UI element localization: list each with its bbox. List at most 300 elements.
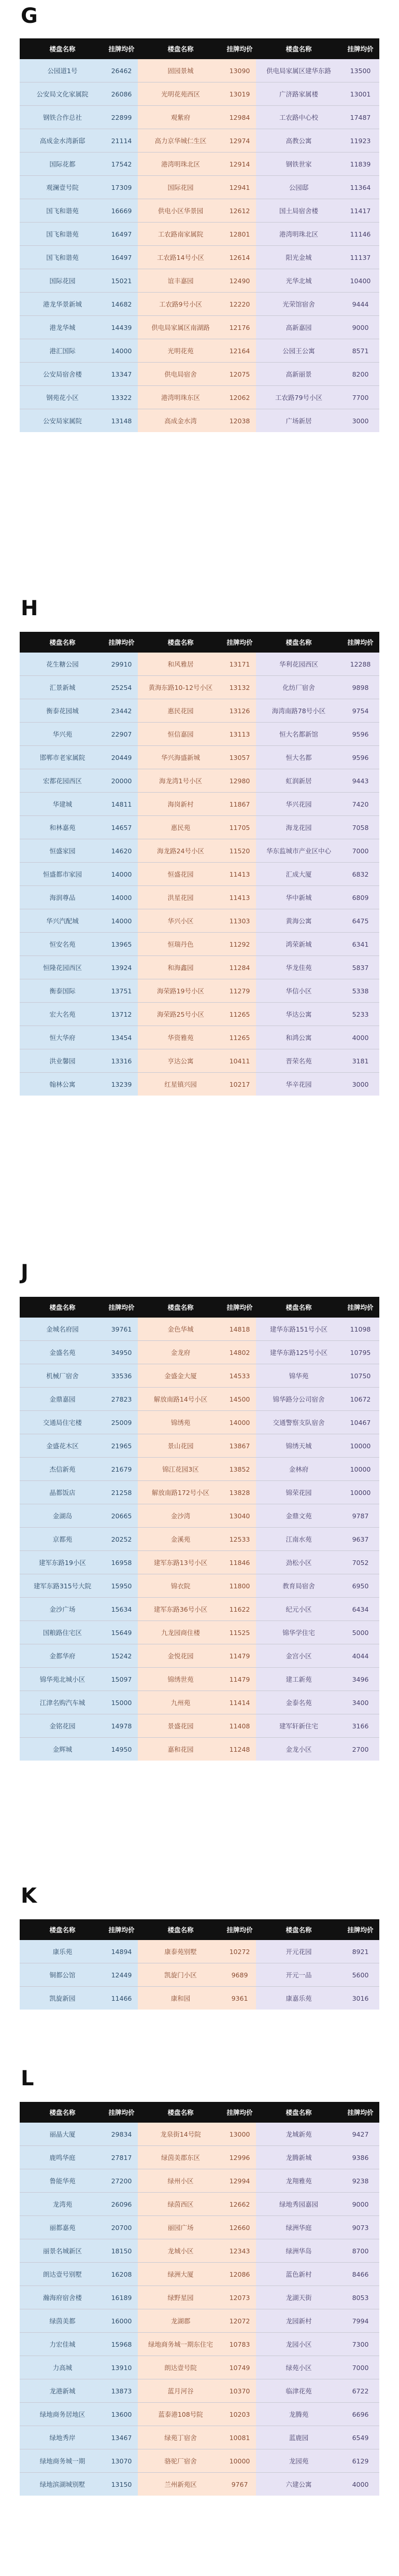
avg-price-cell: 5837 [341,956,379,979]
estate-name-cell: 金沙广场 [20,1598,105,1621]
header-estate-name: 楼盘名称 [138,1919,223,1940]
avg-price-cell: 13467 [105,2426,138,2449]
estate-name-cell: 工农路南家属院 [138,223,223,246]
estate-name-cell: 光明花苑 [138,339,223,363]
avg-price-cell: 9754 [341,699,379,723]
estate-name-cell: 恒大名都 [256,746,341,769]
avg-price-cell: 14818 [223,1318,256,1341]
header-estate-name: 楼盘名称 [256,2102,341,2123]
avg-price-cell: 14439 [105,316,138,339]
avg-price-cell: 10783 [223,2333,256,2356]
header-avg-price: 挂牌均价 [105,2102,138,2123]
table-row [20,1434,379,1458]
table-row [20,2239,379,2263]
estate-name-cell: 晋荣名苑 [256,1049,341,1073]
avg-price-cell: 10795 [341,1341,379,1364]
avg-price-cell: 12288 [341,653,379,676]
avg-price-cell: 27817 [105,2146,138,2169]
estate-name-cell: 金龙小区 [256,1738,341,1761]
estate-name-cell: 华中新城 [256,886,341,909]
estate-name-cell: 华信小区 [256,979,341,1003]
table-row [20,746,379,769]
estate-name-cell: 绿苑丁宿舍 [138,2426,223,2449]
avg-price-cell: 12996 [223,2146,256,2169]
avg-price-cell: 7994 [341,2309,379,2333]
avg-price-cell: 13316 [105,1049,138,1073]
avg-price-cell: 3000 [341,1073,379,1096]
avg-price-cell: 5000 [341,1621,379,1644]
avg-price-cell: 12662 [223,2193,256,2216]
avg-price-cell: 14950 [105,1738,138,1761]
avg-price-cell: 13454 [105,1026,138,1049]
estate-name-cell: 康嘉乐苑 [256,1987,341,2010]
estate-name-cell: 六建公寓 [256,2473,341,2496]
estate-name-cell: 光华北城 [256,269,341,293]
table-row [20,2403,379,2426]
avg-price-cell: 13347 [105,363,138,386]
table-row [20,106,379,129]
avg-price-cell: 14000 [105,863,138,886]
estate-name-cell: 康乐苑 [20,1940,105,1963]
avg-price-cell: 11846 [223,1551,256,1574]
estate-name-cell: 绿州小区 [138,2169,223,2193]
header-avg-price: 挂牌均价 [341,38,379,59]
avg-price-cell: 23442 [105,699,138,723]
estate-name-cell: 康泰苑别墅 [138,1940,223,1963]
estate-name-cell: 汇景新城 [20,676,105,699]
table-row [20,1963,379,1987]
avg-price-cell: 15968 [105,2333,138,2356]
avg-price-cell: 14000 [105,886,138,909]
estate-name-cell: 绿茵美郡东区 [138,2146,223,2169]
avg-price-cell: 8200 [341,363,379,386]
table-row [20,1504,379,1528]
table-row [20,2379,379,2403]
estate-name-cell: 龙湖天街 [256,2286,341,2309]
table-row [20,1388,379,1411]
avg-price-cell: 10081 [223,2426,256,2449]
avg-price-cell: 9427 [341,2123,379,2146]
avg-price-cell: 11479 [223,1668,256,1691]
estate-name-cell: 朗达壹号别墅 [20,2263,105,2286]
estate-name-cell: 金湖岛 [20,1504,105,1528]
estate-name-cell: 龙园苑 [256,2449,341,2473]
table-row [20,1003,379,1026]
avg-price-cell: 8700 [341,2239,379,2263]
table-row [20,1481,379,1504]
estate-name-cell: 海龙花园 [256,816,341,839]
listing-table-l [20,2102,379,2496]
estate-name-cell: 汇成大厦 [256,863,341,886]
estate-name-cell: 交通局住宅楼 [20,1411,105,1434]
estate-name-cell: 康和园 [138,1987,223,2010]
avg-price-cell: 10467 [341,1411,379,1434]
estate-name-cell: 港龙华景新城 [20,293,105,316]
header-estate-name: 楼盘名称 [256,632,341,653]
estate-name-cell: 锦华苑 [256,1364,341,1388]
avg-price-cell: 25009 [105,1411,138,1434]
avg-price-cell: 12086 [223,2263,256,2286]
estate-name-cell: 骆驼厂宿舍 [138,2449,223,2473]
estate-name-cell: 龙腾新城 [256,2146,341,2169]
estate-name-cell: 力高城 [20,2356,105,2379]
avg-price-cell: 13322 [105,386,138,409]
table-row [20,316,379,339]
table-row [20,1341,379,1364]
avg-price-cell: 13828 [223,1481,256,1504]
estate-name-cell: 钢苑花小区 [20,386,105,409]
avg-price-cell: 12073 [223,2286,256,2309]
estate-name-cell: 瀚海府宿舍楼 [20,2286,105,2309]
avg-price-cell: 13751 [105,979,138,1003]
estate-name-cell: 华兴汽配城 [20,909,105,933]
avg-price-cell: 34950 [105,1341,138,1364]
avg-price-cell: 21258 [105,1481,138,1504]
avg-price-cell: 39761 [105,1318,138,1341]
estate-name-cell: 金龙府 [138,1341,223,1364]
avg-price-cell: 9787 [341,1504,379,1528]
table-row [20,723,379,746]
avg-price-cell: 6475 [341,909,379,933]
header-estate-name: 楼盘名称 [138,632,223,653]
estate-name-cell: 绿洲大厦 [138,2263,223,2286]
avg-price-cell: 14682 [105,293,138,316]
estate-name-cell: 绿洲华庭 [256,2216,341,2239]
table-row [20,293,379,316]
avg-price-cell: 10000 [341,1481,379,1504]
avg-price-cell: 13070 [105,2449,138,2473]
estate-name-cell: 金盛花木区 [20,1434,105,1458]
avg-price-cell: 14000 [223,1411,256,1434]
avg-price-cell: 6809 [341,886,379,909]
avg-price-cell: 9361 [223,1987,256,2010]
estate-name-cell: 杰信新苑 [20,1458,105,1481]
estate-name-cell: 华兴花园 [256,793,341,816]
avg-price-cell: 12072 [223,2309,256,2333]
table-row [20,2333,379,2356]
estate-name-cell: 景山花园 [138,1434,223,1458]
table-row [20,2473,379,2496]
section-letter-k: K [21,1884,37,1908]
estate-name-cell: 金鼎嘉园 [20,1388,105,1411]
header-avg-price: 挂牌均价 [341,632,379,653]
avg-price-cell: 12164 [223,339,256,363]
estate-name-cell: 邯郸市老家属院 [20,746,105,769]
estate-name-cell: 衡泰花园城 [20,699,105,723]
avg-price-cell: 29834 [105,2123,138,2146]
avg-price-cell: 15021 [105,269,138,293]
table-row [20,1458,379,1481]
estate-name-cell: 京都苑 [20,1528,105,1551]
avg-price-cell: 20665 [105,1504,138,1528]
table-row [20,676,379,699]
avg-price-cell: 6722 [341,2379,379,2403]
estate-name-cell: 锦绣世苑 [138,1668,223,1691]
estate-name-cell: 供电局家属区南湖路 [138,316,223,339]
section-letter-j: J [21,1261,28,1284]
estate-name-cell: 开元一品 [256,1963,341,1987]
estate-name-cell: 海龙湾1号小区 [138,769,223,793]
avg-price-cell: 14620 [105,839,138,863]
avg-price-cell: 9443 [341,769,379,793]
avg-price-cell: 11265 [223,1026,256,1049]
table-row [20,246,379,269]
estate-name-cell: 华建城 [20,793,105,816]
avg-price-cell: 12220 [223,293,256,316]
avg-price-cell: 11417 [341,199,379,223]
estate-name-cell: 国际花都 [20,153,105,176]
avg-price-cell: 15649 [105,1621,138,1644]
table-row [20,2146,379,2169]
avg-price-cell: 12994 [223,2169,256,2193]
avg-price-cell: 11413 [223,863,256,886]
estate-name-cell: 建军东路13号小区 [138,1551,223,1574]
estate-name-cell: 锦绣苑 [138,1411,223,1434]
estate-name-cell: 高成金水湾新邸 [20,129,105,153]
table-row [20,2216,379,2239]
estate-name-cell: 丽都嘉苑 [20,2216,105,2239]
avg-price-cell: 9073 [341,2216,379,2239]
estate-name-cell: 恒安名苑 [20,933,105,956]
header-avg-price: 挂牌均价 [223,1919,256,1940]
header-row [20,632,379,653]
estate-name-cell: 恒大名都新馆 [256,723,341,746]
avg-price-cell: 16497 [105,246,138,269]
estate-name-cell: 国飞和谐苑 [20,199,105,223]
avg-price-cell: 13019 [223,82,256,106]
estate-name-cell: 金色华城 [138,1318,223,1341]
avg-price-cell: 6129 [341,2449,379,2473]
section-letter-l: L [21,2067,34,2090]
table-row [20,2356,379,2379]
avg-price-cell: 12533 [223,1528,256,1551]
estate-name-cell: 供电局宿舍 [138,363,223,386]
avg-price-cell: 10749 [223,2356,256,2379]
estate-name-cell: 锦华学住宅 [256,1621,341,1644]
estate-name-cell: 龙港新城 [20,2379,105,2403]
estate-name-cell: 解放南路172号小区 [138,1481,223,1504]
estate-name-cell: 金溪苑 [138,1528,223,1551]
header-estate-name: 楼盘名称 [20,1919,105,1940]
table-row [20,176,379,199]
header-estate-name: 楼盘名称 [256,1297,341,1318]
avg-price-cell: 13057 [223,746,256,769]
estate-name-cell: 高成金水湾 [138,409,223,433]
estate-name-cell: 港湾明珠北区 [138,153,223,176]
estate-name-cell: 钢铁合作总社 [20,106,105,129]
estate-name-cell: 黄海公寓 [256,909,341,933]
estate-name-cell: 绿茵美都 [20,2309,105,2333]
estate-name-cell: 开元花园 [256,1940,341,1963]
header-estate-name: 楼盘名称 [138,1297,223,1318]
avg-price-cell: 11137 [341,246,379,269]
estate-name-cell: 公安局家属院 [20,409,105,433]
avg-price-cell: 12801 [223,223,256,246]
avg-price-cell: 20700 [105,2216,138,2239]
table-row [20,1940,379,1963]
estate-name-cell: 朗达壹号院 [138,2356,223,2379]
table-row [20,2193,379,2216]
avg-price-cell: 26462 [105,59,138,82]
table-row [20,339,379,363]
header-avg-price: 挂牌均价 [105,38,138,59]
estate-name-cell: 恒盛花园 [138,863,223,886]
avg-price-cell: 8571 [341,339,379,363]
estate-name-cell: 衡泰国际 [20,979,105,1003]
header-row [20,1919,379,1940]
avg-price-cell: 33536 [105,1364,138,1388]
avg-price-cell: 8466 [341,2263,379,2286]
avg-price-cell: 4000 [341,2473,379,2496]
header-row [20,2102,379,2123]
estate-name-cell: 九龙园商住楼 [138,1621,223,1644]
avg-price-cell: 15634 [105,1598,138,1621]
estate-name-cell: 高新丽景 [256,363,341,386]
avg-price-cell: 22907 [105,723,138,746]
avg-price-cell: 12176 [223,316,256,339]
estate-name-cell: 劲松小区 [256,1551,341,1574]
avg-price-cell: 11414 [223,1691,256,1714]
avg-price-cell: 9637 [341,1528,379,1551]
estate-name-cell: 绿苑小区 [256,2356,341,2379]
estate-name-cell: 工农路中心校 [256,106,341,129]
avg-price-cell: 13500 [341,59,379,82]
section-letter-h: H [21,597,38,620]
estate-name-cell: 宏大名苑 [20,1003,105,1026]
estate-name-cell: 观紫府 [138,106,223,129]
estate-name-cell: 港湾明珠北区 [256,223,341,246]
estate-name-cell: 蓝月河谷 [138,2379,223,2403]
avg-price-cell: 7000 [341,839,379,863]
estate-name-cell: 恒盛家园 [20,839,105,863]
estate-name-cell: 建军东路19小区 [20,1551,105,1574]
table-row [20,1049,379,1073]
avg-price-cell: 11279 [223,979,256,1003]
estate-name-cell: 谊丰嘉园 [138,269,223,293]
avg-price-cell: 16000 [105,2309,138,2333]
avg-price-cell: 7058 [341,816,379,839]
estate-name-cell: 广场新居 [256,409,341,433]
header-avg-price: 挂牌均价 [223,38,256,59]
table-row [20,2169,379,2193]
table-row [20,2309,379,2333]
estate-name-cell: 铜都公馆 [20,1963,105,1987]
estate-name-cell: 绿地秀岸 [20,2426,105,2449]
avg-price-cell: 21965 [105,1434,138,1458]
estate-name-cell: 工农路9号小区 [138,293,223,316]
avg-price-cell: 18150 [105,2239,138,2263]
estate-name-cell: 阳光金城 [256,246,341,269]
avg-price-cell: 9000 [341,316,379,339]
estate-name-cell: 蓝色新村 [256,2263,341,2286]
estate-name-cell: 鹿鸣华庭 [20,2146,105,2169]
avg-price-cell: 10411 [223,1049,256,1073]
estate-name-cell: 工农路14号小区 [138,246,223,269]
avg-price-cell: 10400 [341,269,379,293]
estate-name-cell: 港汇国际 [20,339,105,363]
avg-price-cell: 14802 [223,1341,256,1364]
estate-name-cell: 港龙华城 [20,316,105,339]
avg-price-cell: 13924 [105,956,138,979]
header-estate-name: 楼盘名称 [20,2102,105,2123]
avg-price-cell: 7700 [341,386,379,409]
avg-price-cell: 11098 [341,1318,379,1341]
table-row [20,1714,379,1738]
avg-price-cell: 13040 [223,1504,256,1528]
listing-table-g [20,38,379,432]
estate-name-cell: 化纺厂宿舍 [256,676,341,699]
table-row [20,129,379,153]
avg-price-cell: 11408 [223,1714,256,1738]
estate-name-cell: 公安局宿舍楼 [20,363,105,386]
table-row [20,363,379,386]
estate-name-cell: 翰林公寓 [20,1073,105,1096]
avg-price-cell: 5233 [341,1003,379,1026]
estate-name-cell: 虹润新居 [256,769,341,793]
avg-price-cell: 11525 [223,1621,256,1644]
avg-price-cell: 17542 [105,153,138,176]
estate-name-cell: 高力京华城仁生区 [138,129,223,153]
estate-name-cell: 绿茵西区 [138,2193,223,2216]
table-row [20,1551,379,1574]
estate-name-cell: 华兴小区 [138,909,223,933]
avg-price-cell: 11248 [223,1738,256,1761]
avg-price-cell: 10000 [223,2449,256,2473]
avg-price-cell: 15000 [105,1691,138,1714]
avg-price-cell: 9444 [341,293,379,316]
estate-name-cell: 金盛金大厦 [138,1364,223,1388]
estate-name-cell: 高教公寓 [256,129,341,153]
estate-name-cell: 纪元小区 [256,1598,341,1621]
estate-name-cell: 建工新苑 [256,1668,341,1691]
avg-price-cell: 7052 [341,1551,379,1574]
table-row [20,1364,379,1388]
avg-price-cell: 11867 [223,793,256,816]
avg-price-cell: 14894 [105,1940,138,1963]
table-row [20,1691,379,1714]
avg-price-cell: 12062 [223,386,256,409]
avg-price-cell: 3166 [341,1714,379,1738]
table-row [20,1318,379,1341]
estate-name-cell: 力宏佳城 [20,2333,105,2356]
estate-name-cell: 锦华苑北城小区 [20,1668,105,1691]
avg-price-cell: 13910 [105,2356,138,2379]
avg-price-cell: 11705 [223,816,256,839]
table-row [20,2263,379,2286]
avg-price-cell: 13712 [105,1003,138,1026]
estate-name-cell: 惠民苑 [138,816,223,839]
avg-price-cell: 26096 [105,2193,138,2216]
avg-price-cell: 22899 [105,106,138,129]
table-row [20,979,379,1003]
avg-price-cell: 6434 [341,1598,379,1621]
estate-name-cell: 公安局文化家属院 [20,82,105,106]
estate-name-cell: 晶都饭店 [20,1481,105,1504]
table-row [20,699,379,723]
avg-price-cell: 14811 [105,793,138,816]
avg-price-cell: 11622 [223,1598,256,1621]
estate-name-cell: 华辛花园 [256,1073,341,1096]
table-row [20,2426,379,2449]
estate-name-cell: 华东监城市产业区中心 [256,839,341,863]
avg-price-cell: 12984 [223,106,256,129]
estate-name-cell: 龙湖郡 [138,2309,223,2333]
estate-name-cell: 国土局宿舍楼 [256,199,341,223]
avg-price-cell: 17487 [341,106,379,129]
estate-name-cell: 龙泉街14号院 [138,2123,223,2146]
estate-name-cell: 海润尊品 [20,886,105,909]
estate-name-cell: 机械厂宿舍 [20,1364,105,1388]
